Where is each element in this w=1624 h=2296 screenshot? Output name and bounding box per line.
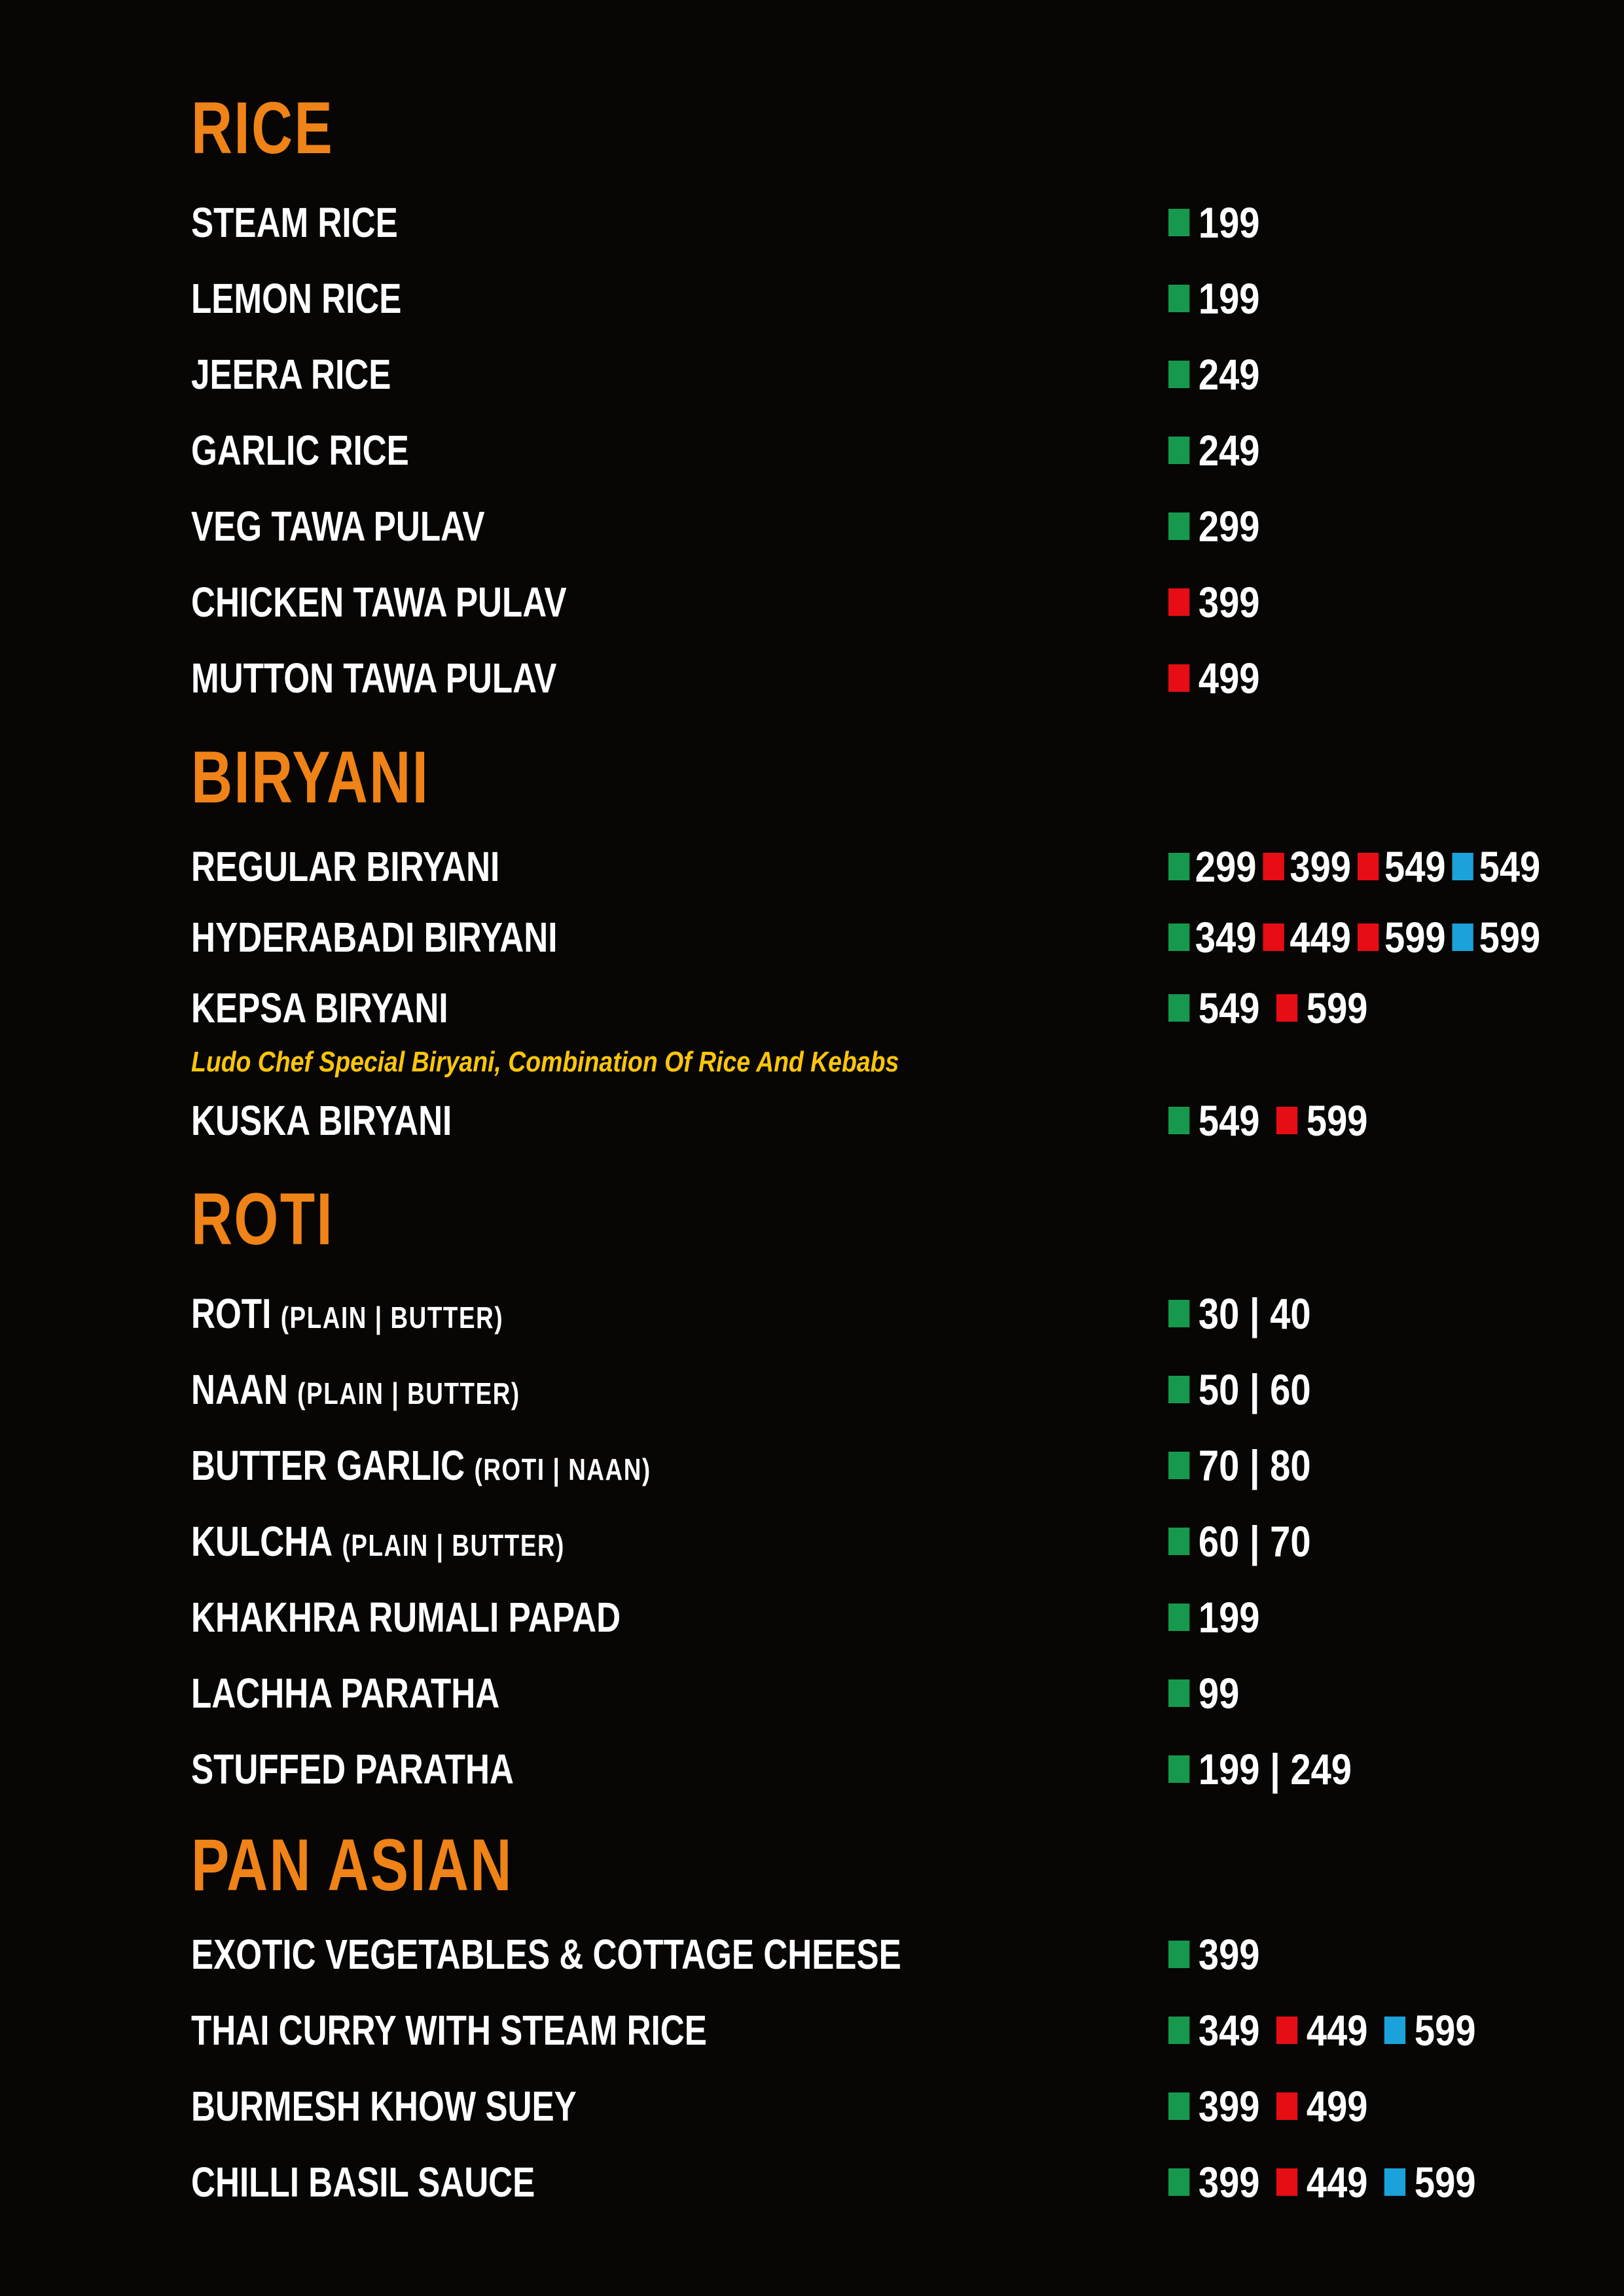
item-name-text: EXOTIC VEGETABLES & COTTAGE CHEESE bbox=[191, 1931, 901, 1978]
item-name-text: ROTI bbox=[191, 1290, 272, 1337]
price-group bbox=[1168, 426, 1260, 475]
price-group bbox=[1168, 1930, 1260, 1979]
item-name-text: STUFFED PARATHA bbox=[191, 1746, 514, 1793]
price-group bbox=[1263, 913, 1352, 961]
green-square-icon bbox=[1168, 1376, 1189, 1403]
price-group bbox=[1453, 842, 1541, 891]
item-prices bbox=[1168, 578, 1276, 626]
item-prices bbox=[1168, 426, 1276, 475]
item-name bbox=[191, 1931, 901, 1978]
menu-item-row bbox=[191, 488, 1624, 564]
green-square-icon bbox=[1168, 924, 1189, 951]
price-value: 549 bbox=[1198, 984, 1260, 1032]
red-square-icon bbox=[1168, 588, 1189, 616]
red-square-icon bbox=[1276, 994, 1297, 1022]
item-prices bbox=[1168, 656, 1276, 700]
item-name-text: BURMESH KHOW SUEY bbox=[191, 2083, 577, 2130]
item-name-text: KEPSA BIRYANI bbox=[191, 984, 448, 1031]
item-description: Ludo Chef Special Biryani, Combination Of Rice And Kebabs bbox=[191, 1046, 899, 1078]
price-value: 70 | 80 bbox=[1198, 1441, 1311, 1490]
price-value: 349 bbox=[1195, 913, 1257, 961]
item-variant-detail: (PLAIN | BUTTER) bbox=[342, 1528, 566, 1562]
item-name bbox=[191, 984, 448, 1031]
item-name-text: KULCHA bbox=[191, 1518, 333, 1565]
blue-square-icon bbox=[1384, 2017, 1405, 2044]
item-prices bbox=[1168, 1745, 1368, 1793]
price-group bbox=[1384, 2006, 1476, 2054]
price-value: 599 bbox=[1306, 984, 1368, 1032]
price-group bbox=[1276, 2006, 1368, 2054]
menu-section bbox=[191, 1824, 1624, 2220]
price-group bbox=[1168, 986, 1260, 1030]
price-value: 249 bbox=[1198, 350, 1260, 399]
price-value: 449 bbox=[1306, 2006, 1368, 2054]
item-name-text: LEMON RICE bbox=[191, 275, 402, 322]
item-variant-detail: (PLAIN | BUTTER) bbox=[280, 1300, 504, 1335]
item-name-text: STEAM RICE bbox=[191, 199, 398, 246]
item-description-row bbox=[191, 1047, 1624, 1077]
red-square-icon bbox=[1276, 2092, 1297, 2120]
price-value: 349 bbox=[1198, 2006, 1260, 2054]
price-group bbox=[1276, 1096, 1368, 1145]
item-name bbox=[191, 1290, 504, 1337]
menu-item-row bbox=[191, 1352, 1624, 1427]
green-square-icon bbox=[1168, 2092, 1189, 2120]
item-prices bbox=[1168, 842, 1547, 891]
menu-item-row bbox=[191, 1085, 1624, 1156]
price-group bbox=[1168, 2006, 1260, 2054]
item-name-text: CHILLI BASIL SAUCE bbox=[191, 2159, 535, 2206]
menu-item-row bbox=[191, 831, 1624, 902]
item-name-text: CHICKEN TAWA PULAV bbox=[191, 579, 567, 626]
item-name-text: MUTTON TAWA PULAV bbox=[191, 655, 557, 702]
price-group bbox=[1276, 2082, 1368, 2130]
menu-item-row bbox=[191, 973, 1624, 1043]
item-name bbox=[191, 1366, 520, 1413]
price-value: 199 bbox=[1198, 274, 1260, 323]
green-square-icon bbox=[1168, 361, 1189, 388]
item-name bbox=[191, 1518, 566, 1565]
red-square-icon bbox=[1263, 924, 1284, 951]
item-name bbox=[191, 503, 485, 550]
price-group bbox=[1168, 2082, 1260, 2130]
price-group bbox=[1168, 2158, 1260, 2206]
section-items bbox=[191, 185, 1624, 716]
price-group bbox=[1168, 1441, 1311, 1490]
item-name bbox=[191, 2083, 577, 2130]
price-group bbox=[1263, 842, 1352, 891]
item-name-text: LACHHA PARATHA bbox=[191, 1670, 500, 1717]
menu-item-row bbox=[191, 640, 1624, 716]
price-value: 599 bbox=[1384, 913, 1446, 961]
menu-section bbox=[191, 1178, 1624, 1807]
menu-section bbox=[191, 87, 1624, 716]
price-group bbox=[1358, 913, 1446, 961]
menu-item-row bbox=[191, 1427, 1624, 1503]
price-value: 60 | 70 bbox=[1198, 1517, 1311, 1566]
section-title: BIRYANI bbox=[191, 736, 430, 818]
item-name bbox=[191, 914, 558, 961]
menu-item-row bbox=[191, 1276, 1624, 1352]
item-prices bbox=[1168, 2006, 1492, 2054]
red-square-icon bbox=[1276, 2017, 1297, 2044]
item-name bbox=[191, 843, 500, 890]
menu-item-row bbox=[191, 412, 1624, 488]
price-group bbox=[1168, 274, 1260, 323]
red-square-icon bbox=[1358, 924, 1379, 951]
item-name-text: NAAN bbox=[191, 1366, 288, 1413]
price-value: 30 | 40 bbox=[1198, 1289, 1311, 1338]
red-square-icon bbox=[1358, 853, 1379, 880]
menu-item-row bbox=[191, 336, 1624, 412]
menu-item-row bbox=[191, 2068, 1624, 2144]
item-name bbox=[191, 1594, 621, 1641]
item-name-text: KUSKA BIRYANI bbox=[191, 1097, 452, 1144]
menu-section bbox=[191, 736, 1624, 1156]
price-group bbox=[1168, 350, 1260, 399]
item-prices bbox=[1168, 1365, 1327, 1414]
item-name-text: JEERA RICE bbox=[191, 351, 391, 398]
menu-item-row bbox=[191, 1916, 1624, 1992]
item-prices bbox=[1168, 913, 1547, 961]
price-value: 599 bbox=[1414, 2158, 1476, 2206]
price-value: 249 bbox=[1198, 426, 1260, 475]
menu-item-row bbox=[191, 1731, 1624, 1807]
green-square-icon bbox=[1168, 1604, 1189, 1631]
item-prices bbox=[1168, 1096, 1384, 1145]
price-group bbox=[1168, 1096, 1260, 1145]
price-group bbox=[1453, 913, 1541, 961]
menu-item-row bbox=[191, 1503, 1624, 1579]
price-value: 399 bbox=[1290, 842, 1352, 891]
green-square-icon bbox=[1168, 1452, 1189, 1479]
red-square-icon bbox=[1276, 1107, 1297, 1134]
price-group bbox=[1276, 2158, 1368, 2206]
item-prices bbox=[1168, 2082, 1384, 2130]
price-value: 399 bbox=[1198, 1930, 1260, 1979]
item-prices bbox=[1168, 1930, 1276, 1979]
green-square-icon bbox=[1168, 2168, 1189, 2196]
item-name-text: BUTTER GARLIC bbox=[191, 1442, 465, 1489]
item-name-text: HYDERABADI BIRYANI bbox=[191, 914, 558, 961]
price-group bbox=[1358, 842, 1446, 891]
blue-square-icon bbox=[1453, 924, 1473, 951]
price-group bbox=[1168, 1517, 1311, 1566]
blue-square-icon bbox=[1384, 2168, 1405, 2196]
price-value: 299 bbox=[1198, 502, 1260, 550]
price-group bbox=[1168, 198, 1260, 247]
item-prices bbox=[1168, 2158, 1492, 2206]
green-square-icon bbox=[1168, 209, 1189, 236]
menu-item-row bbox=[191, 260, 1624, 336]
price-group bbox=[1384, 2158, 1476, 2206]
item-prices bbox=[1168, 198, 1276, 247]
item-name bbox=[191, 655, 557, 702]
menu-item-row bbox=[191, 2144, 1624, 2220]
price-value: 399 bbox=[1198, 2082, 1260, 2130]
item-name-text: VEG TAWA PULAV bbox=[191, 503, 485, 550]
green-square-icon bbox=[1168, 1528, 1189, 1555]
section-title: PAN ASIAN bbox=[191, 1824, 513, 1906]
green-square-icon bbox=[1168, 2017, 1189, 2044]
item-name bbox=[191, 275, 402, 322]
item-name bbox=[191, 1442, 651, 1489]
red-square-icon bbox=[1168, 664, 1189, 692]
section-items bbox=[191, 831, 1624, 1156]
green-square-icon bbox=[1168, 994, 1189, 1022]
item-prices bbox=[1168, 502, 1276, 550]
item-variant-detail: (PLAIN | BUTTER) bbox=[297, 1376, 520, 1410]
menu-item-row bbox=[191, 1655, 1624, 1731]
item-name bbox=[191, 1746, 514, 1793]
item-variant-detail: (ROTI | NAAN) bbox=[474, 1452, 651, 1486]
item-name bbox=[191, 1670, 500, 1717]
menu-item-row bbox=[191, 1992, 1624, 2068]
price-value: 499 bbox=[1198, 654, 1260, 702]
price-value: 199 | 249 bbox=[1198, 1745, 1352, 1793]
price-group bbox=[1168, 1289, 1311, 1338]
price-group bbox=[1168, 1669, 1240, 1717]
item-prices bbox=[1168, 1669, 1256, 1717]
price-value: 599 bbox=[1306, 1096, 1368, 1145]
green-square-icon bbox=[1168, 1300, 1189, 1327]
item-name bbox=[191, 579, 567, 626]
item-prices bbox=[1168, 986, 1384, 1030]
price-value: 199 bbox=[1198, 1593, 1260, 1641]
menu-item-row bbox=[191, 185, 1624, 260]
price-value: 299 bbox=[1195, 842, 1257, 891]
price-value: 99 bbox=[1198, 1669, 1240, 1717]
item-name-text: KHAKHRA RUMALI PAPAD bbox=[191, 1594, 621, 1641]
section-items bbox=[191, 1276, 1624, 1807]
price-value: 599 bbox=[1414, 2006, 1476, 2054]
price-value: 599 bbox=[1479, 913, 1541, 961]
item-name bbox=[191, 351, 391, 398]
price-value: 549 bbox=[1384, 842, 1446, 891]
item-prices bbox=[1168, 1593, 1276, 1641]
green-square-icon bbox=[1168, 512, 1189, 540]
price-value: 50 | 60 bbox=[1198, 1365, 1311, 1414]
price-group bbox=[1168, 842, 1257, 891]
price-value: 399 bbox=[1198, 2158, 1260, 2206]
green-square-icon bbox=[1168, 1107, 1189, 1134]
green-square-icon bbox=[1168, 437, 1189, 464]
price-group bbox=[1168, 1745, 1352, 1793]
price-value: 549 bbox=[1198, 1096, 1260, 1145]
price-value: 549 bbox=[1479, 842, 1541, 891]
item-prices bbox=[1168, 350, 1276, 399]
item-name bbox=[191, 2159, 535, 2206]
price-group bbox=[1168, 502, 1260, 550]
section-title: RICE bbox=[191, 87, 334, 169]
price-group bbox=[1168, 1365, 1311, 1414]
price-group bbox=[1168, 656, 1260, 700]
item-name-text: THAI CURRY WITH STEAM RICE bbox=[191, 2007, 707, 2054]
price-value: 199 bbox=[1198, 198, 1260, 247]
item-name bbox=[191, 427, 409, 474]
item-prices bbox=[1168, 1517, 1327, 1566]
price-group bbox=[1168, 578, 1260, 626]
price-value: 399 bbox=[1198, 578, 1260, 626]
price-group bbox=[1168, 913, 1257, 961]
item-name bbox=[191, 199, 398, 246]
item-prices bbox=[1168, 1289, 1327, 1338]
red-square-icon bbox=[1263, 853, 1284, 880]
menu-item-row bbox=[191, 902, 1624, 973]
price-value: 499 bbox=[1306, 2082, 1368, 2130]
green-square-icon bbox=[1168, 853, 1189, 880]
blue-square-icon bbox=[1453, 853, 1473, 880]
green-square-icon bbox=[1168, 1755, 1189, 1783]
menu-item-row bbox=[191, 564, 1624, 640]
section-title: ROTI bbox=[191, 1178, 334, 1260]
item-name-text: GARLIC RICE bbox=[191, 427, 409, 474]
price-value: 449 bbox=[1290, 913, 1352, 961]
item-prices bbox=[1168, 274, 1276, 323]
item-name bbox=[191, 2007, 707, 2054]
green-square-icon bbox=[1168, 1679, 1189, 1707]
price-group bbox=[1276, 986, 1368, 1030]
green-square-icon bbox=[1168, 1941, 1189, 1968]
item-name-text: REGULAR BIRYANI bbox=[191, 843, 500, 890]
green-square-icon bbox=[1168, 285, 1189, 312]
item-prices bbox=[1168, 1441, 1327, 1490]
price-value: 449 bbox=[1306, 2158, 1368, 2206]
price-group bbox=[1168, 1593, 1260, 1641]
menu-item-row bbox=[191, 1579, 1624, 1655]
red-square-icon bbox=[1276, 2168, 1297, 2196]
section-items bbox=[191, 1916, 1624, 2220]
item-name bbox=[191, 1097, 452, 1144]
